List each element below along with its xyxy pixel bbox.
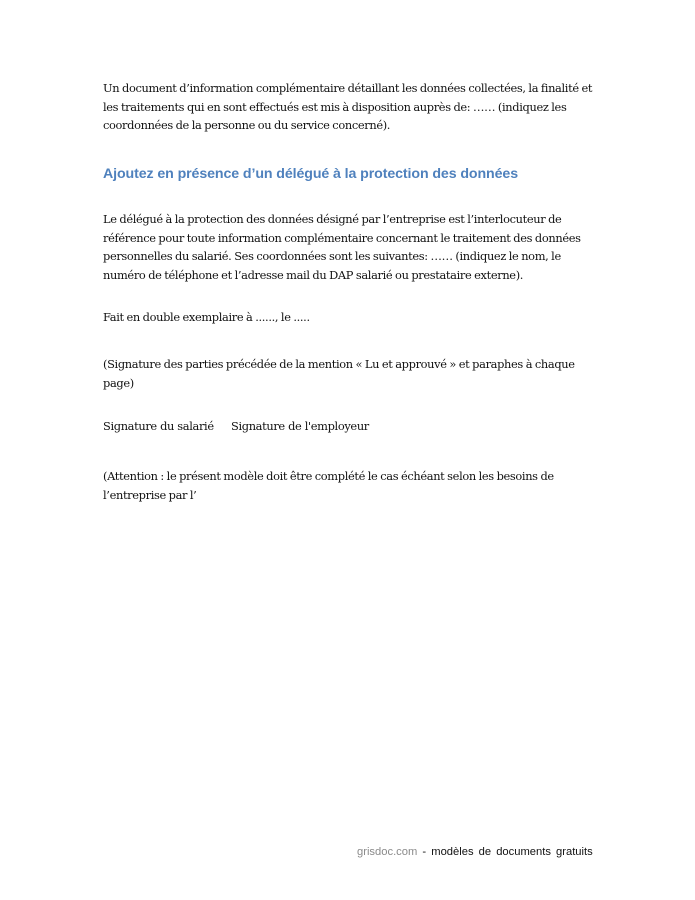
signature-row <box>103 419 369 433</box>
text-line: Un document d’information complémentaire détaillant les données collectées, la finalité et <box>103 81 593 95</box>
signature-employee-label: Signature du salarié <box>103 419 214 433</box>
text-line: page) <box>103 375 134 390</box>
place-date-line <box>103 308 310 327</box>
signature-employer-label: Signature de l'employeur <box>231 419 369 433</box>
footer-tagline: - modèles de documents gratuits <box>417 846 593 858</box>
section-heading: Ajoutez en présence d’un délégué à la protection des données <box>103 166 518 182</box>
text-line: numéro de téléphone et l’adresse mail du DAP salarié ou prestataire externe). <box>103 267 524 282</box>
page-footer <box>357 846 593 858</box>
attention-note <box>103 467 554 504</box>
text-line: (Signature des parties précédée de la mention « Lu et approuvé » et paraphes à chaque <box>103 357 575 371</box>
text-line: personnelles du salarié. Ses coordonnées sont les suivantes: …… (indiquez le nom, le <box>103 249 561 264</box>
text-line: Le délégué à la protection des données désigné par l’entreprise est l’interlocuteur de <box>103 212 562 226</box>
text-line: référence pour toute information complémentaire concernant le traitement des données <box>103 230 581 245</box>
signature-note <box>103 355 575 392</box>
footer-site-link[interactable]: grisdoc.com <box>357 846 418 858</box>
paragraph-dpo <box>103 210 581 284</box>
text-line: les traitements qui en sont effectués est mis à disposition auprès de: …… (indiquez les <box>103 99 567 114</box>
text-line: l’entreprise par l’ <box>103 487 197 502</box>
text-line: (Attention : le présent modèle doit être complété le cas échéant selon les besoins de <box>103 469 554 483</box>
text-line: Fait en double exemplaire à ......, le ..... <box>103 310 310 324</box>
paragraph-info-document <box>103 79 592 135</box>
text-line: coordonnées de la personne ou du service concerné). <box>103 118 391 133</box>
